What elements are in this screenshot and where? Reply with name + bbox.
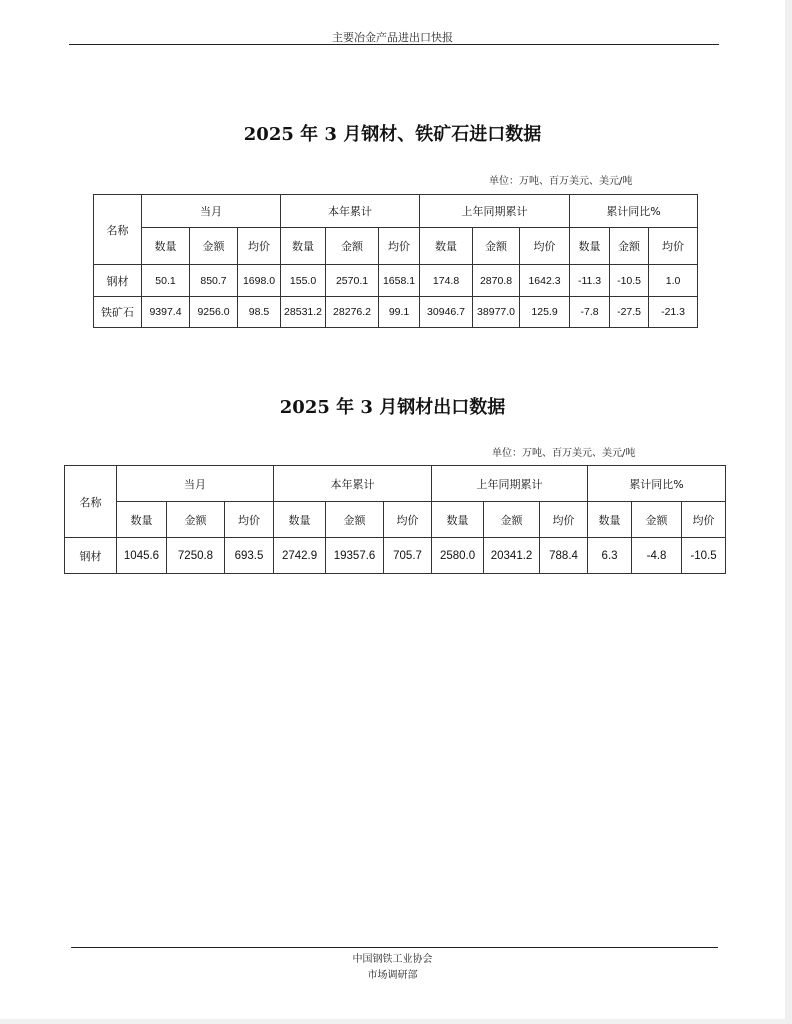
table-cell: 850.7 — [190, 265, 238, 297]
column-header-name: 名称 — [94, 195, 142, 265]
column-header-quantity: 数量 — [274, 502, 326, 538]
table-cell: 99.1 — [379, 297, 420, 328]
column-header-avg-price: 均价 — [384, 502, 432, 538]
column-group-prior-ytd: 上年同期累计 — [420, 195, 570, 228]
column-group-current-month: 当月 — [142, 195, 281, 228]
column-group-ytd: 本年累计 — [281, 195, 420, 228]
table-cell: 693.5 — [225, 538, 274, 574]
table-cell: 38977.0 — [473, 297, 520, 328]
table-cell: 2742.9 — [274, 538, 326, 574]
footer-organization: 中国钢铁工业协会 — [352, 954, 433, 965]
column-header-quantity: 数量 — [432, 502, 484, 538]
import-data-table — [93, 194, 698, 328]
table-cell: 705.7 — [384, 538, 432, 574]
table-cell: 98.5 — [238, 297, 281, 328]
column-header-quantity: 数量 — [117, 502, 167, 538]
table-cell: -27.5 — [610, 297, 649, 328]
table-cell: 9256.0 — [190, 297, 238, 328]
export-data-table — [64, 465, 726, 574]
column-header-quantity: 数量 — [142, 228, 190, 265]
column-header-amount: 金额 — [473, 228, 520, 265]
row-label: 钢材 — [94, 265, 142, 297]
column-header-avg-price: 均价 — [379, 228, 420, 265]
table-cell: -21.3 — [649, 297, 698, 328]
table-cell: 20341.2 — [484, 538, 540, 574]
table-cell: 1.0 — [649, 265, 698, 297]
column-header-avg-price: 均价 — [225, 502, 274, 538]
page-header: 主要冶金产品进出口快报 — [332, 31, 453, 44]
table-cell: 1045.6 — [117, 538, 167, 574]
table-cell: 28276.2 — [326, 297, 379, 328]
table-cell: 155.0 — [281, 265, 326, 297]
column-header-quantity: 数量 — [420, 228, 473, 265]
column-group-yoy: 累计同比% — [570, 195, 698, 228]
table-cell: 2580.0 — [432, 538, 484, 574]
column-header-avg-price: 均价 — [682, 502, 726, 538]
import-unit-note: 单位：万吨、百万美元、美元/吨 — [489, 176, 633, 187]
export-table-title: 2025 年 3 月钢材出口数据 — [279, 397, 506, 418]
table-cell: 2570.1 — [326, 265, 379, 297]
column-header-amount: 金额 — [167, 502, 225, 538]
row-label: 铁矿石 — [94, 297, 142, 328]
column-header-avg-price: 均价 — [238, 228, 281, 265]
table-cell: 788.4 — [540, 538, 588, 574]
column-group-ytd: 本年累计 — [274, 466, 432, 502]
table-cell: 1658.1 — [379, 265, 420, 297]
table-cell: 125.9 — [520, 297, 570, 328]
footer-department: 市场调研部 — [367, 970, 418, 981]
header-divider — [69, 44, 719, 45]
table-cell: -4.8 — [632, 538, 682, 574]
column-header-amount: 金额 — [632, 502, 682, 538]
column-group-prior-ytd: 上年同期累计 — [432, 466, 588, 502]
table-cell: 28531.2 — [281, 297, 326, 328]
column-header-amount: 金额 — [484, 502, 540, 538]
import-table-title: 2025 年 3 月钢材、铁矿石进口数据 — [243, 124, 542, 145]
export-unit-note: 单位：万吨、百万美元、美元/吨 — [492, 448, 636, 459]
column-header-avg-price: 均价 — [540, 502, 588, 538]
table-cell: -10.5 — [682, 538, 726, 574]
table-cell: 2870.8 — [473, 265, 520, 297]
table-cell: 1698.0 — [238, 265, 281, 297]
table-cell: 6.3 — [588, 538, 632, 574]
column-header-amount: 金额 — [326, 228, 379, 265]
column-header-amount: 金额 — [610, 228, 649, 265]
row-label: 钢材 — [65, 538, 117, 574]
table-row — [65, 538, 726, 574]
table-cell: 1642.3 — [520, 265, 570, 297]
table-cell: 7250.8 — [167, 538, 225, 574]
column-header-quantity: 数量 — [588, 502, 632, 538]
column-header-amount: 金额 — [190, 228, 238, 265]
table-cell: 30946.7 — [420, 297, 473, 328]
column-group-current-month: 当月 — [117, 466, 274, 502]
column-header-amount: 金额 — [326, 502, 384, 538]
column-header-quantity: 数量 — [570, 228, 610, 265]
table-cell: 174.8 — [420, 265, 473, 297]
column-header-name: 名称 — [65, 466, 117, 538]
table-row — [94, 265, 698, 297]
table-cell: 9397.4 — [142, 297, 190, 328]
table-cell: -10.5 — [610, 265, 649, 297]
table-cell: -7.8 — [570, 297, 610, 328]
column-header-quantity: 数量 — [281, 228, 326, 265]
table-cell: 50.1 — [142, 265, 190, 297]
table-cell: -11.3 — [570, 265, 610, 297]
column-group-yoy: 累计同比% — [588, 466, 726, 502]
column-header-avg-price: 均价 — [520, 228, 570, 265]
column-header-avg-price: 均价 — [649, 228, 698, 265]
table-row — [94, 297, 698, 328]
table-cell: 19357.6 — [326, 538, 384, 574]
footer-divider — [71, 947, 718, 948]
